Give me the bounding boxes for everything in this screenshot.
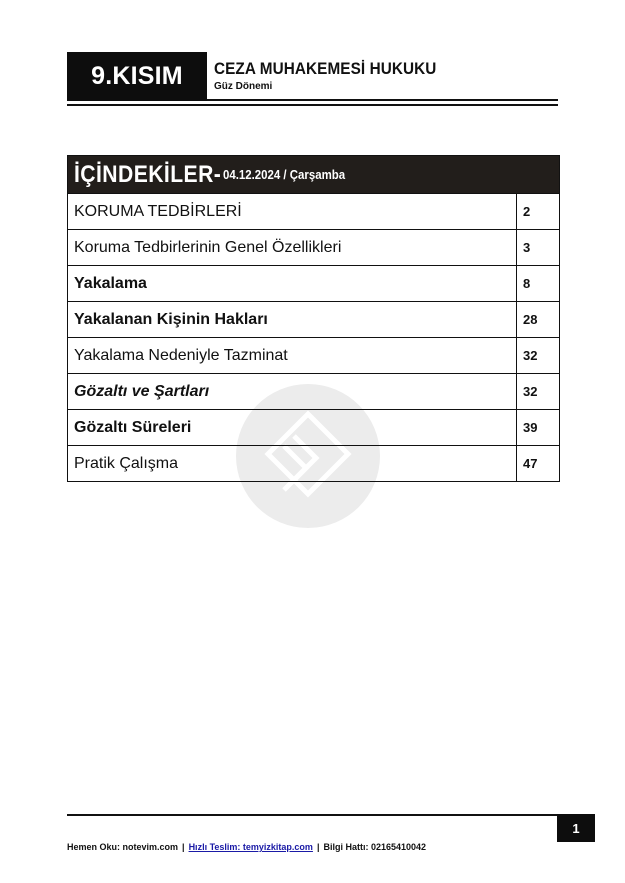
toc-entry-label: Yakalama Nedeniyle Tazminat bbox=[68, 338, 517, 373]
toc-entry-label: Yakalanan Kişinin Hakları bbox=[68, 302, 517, 337]
toc-entry-page: 28 bbox=[523, 312, 538, 327]
table-of-contents bbox=[67, 155, 560, 482]
toc-row[interactable] bbox=[68, 194, 559, 230]
toc-row[interactable] bbox=[68, 374, 559, 410]
toc-row[interactable] bbox=[68, 446, 559, 481]
footer-read-now: Hemen Oku: notevim.com bbox=[67, 842, 179, 852]
toc-entry-page: 39 bbox=[523, 420, 538, 435]
document-subtitle: Güz Dönemi bbox=[214, 81, 273, 92]
footer-fast-delivery-link[interactable]: Hızlı Teslim: temyizkitap.com bbox=[188, 842, 313, 852]
toc-heading: İÇİNDEKİLER- bbox=[74, 160, 222, 188]
toc-entry-label: Gözaltı ve Şartları bbox=[68, 374, 517, 409]
toc-entry-page: 8 bbox=[523, 276, 531, 291]
toc-entry-page: 32 bbox=[523, 384, 538, 399]
toc-row[interactable] bbox=[68, 230, 559, 266]
toc-entry-label: Gözaltı Süreleri bbox=[68, 410, 517, 445]
page-number: 1 bbox=[557, 814, 595, 842]
footer-text bbox=[67, 842, 426, 852]
toc-entry-page: 47 bbox=[523, 456, 538, 471]
toc-row[interactable] bbox=[68, 302, 559, 338]
toc-entry-label: Yakalama bbox=[68, 266, 517, 301]
section-label: 9.KISIM bbox=[67, 52, 207, 101]
toc-row[interactable] bbox=[68, 410, 559, 446]
footer-separator: | bbox=[316, 842, 320, 852]
toc-row[interactable] bbox=[68, 338, 559, 374]
footer-rule bbox=[67, 814, 558, 816]
toc-entry-page: 3 bbox=[523, 240, 531, 255]
toc-date: 04.12.2024 / Çarşamba bbox=[223, 167, 346, 182]
header-rule-top bbox=[207, 99, 558, 101]
toc-entry-label: KORUMA TEDBİRLERİ bbox=[68, 194, 517, 229]
toc-entry-page: 2 bbox=[523, 204, 531, 219]
toc-row[interactable] bbox=[68, 266, 559, 302]
document-title: CEZA MUHAKEMESİ HUKUKU bbox=[214, 59, 437, 78]
footer-separator: | bbox=[182, 842, 185, 852]
toc-entry-label: Koruma Tedbirlerinin Genel Özellikleri bbox=[68, 230, 517, 265]
footer-info-line: Bilgi Hattı: 02165410042 bbox=[323, 842, 427, 852]
toc-header bbox=[68, 156, 559, 194]
header-rule-bottom bbox=[67, 104, 558, 106]
toc-entry-page: 32 bbox=[523, 348, 538, 363]
toc-entry-label: Pratik Çalışma bbox=[68, 446, 517, 481]
